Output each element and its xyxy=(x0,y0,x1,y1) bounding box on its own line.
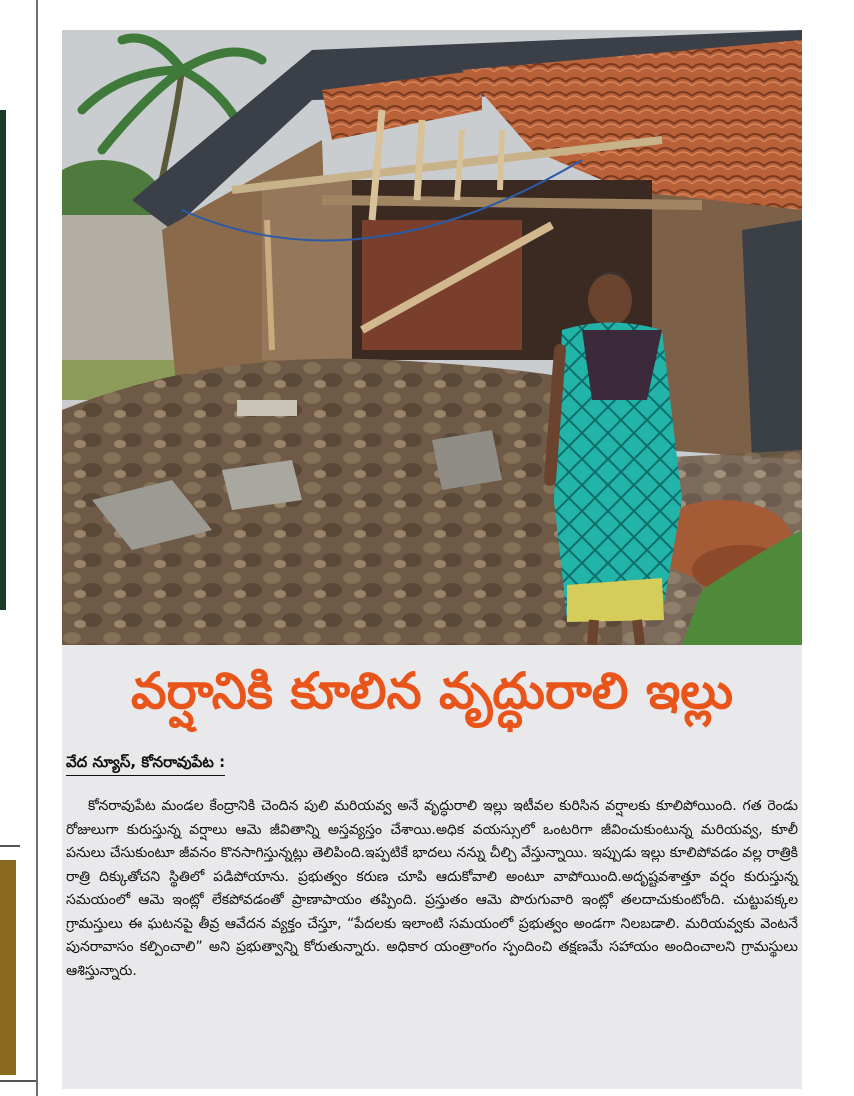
dateline: వేద న్యూస్, కోనరావుపేట : xyxy=(66,751,225,776)
column-divider xyxy=(36,0,38,1096)
page-margin-rail xyxy=(0,0,40,1096)
column-bottom-rule xyxy=(0,1080,38,1082)
adjacent-ad-edge xyxy=(0,860,16,1075)
adjacent-column-edge xyxy=(0,110,6,610)
news-photo xyxy=(62,30,802,645)
headline: వర్షానికి కూలిన వృద్ధురాలి ఇల్లు xyxy=(130,662,734,720)
column-tick xyxy=(0,845,20,847)
article-card xyxy=(62,645,802,1089)
article-body: కోనరావుపేట మండల కేంద్రానికి చెందిన పులి మరియవ్వ అనే వృద్ధురాలి ఇల్లు ఇటీవల కురిసిన వర్షాలకు కూలిపోయింది. గత రెండు రోజులుగా కురుస్తున్న వర్షాలు ఆమె జీవితాన్ని అస్తవ్యస్తం చేశాయి.అధిక వయస్సులో ఒంటరిగా జీవించుకుంటున్న మరియవ్వ, కూలీ పనులు చేసుకుంటూ జీవనం కొనసాగిస్తున్నట్లు తెలిపింది.ఇప్పటికే భాదలు నన్ను చీల్చి వేస్తున్నాయి. ఇప్పుడు ఇల్లు కూలిపోవడం వల్ల రాత్రికి రాత్రి దిక్కుతోచని స్థితిలో పడిపోయాను. ప్రభుత్వం కరుణ చూపి ఆదుకోవాలి అంటూ వాపోయింది.అదృష్టవశాత్తూ వర్షం కురుస్తున్న సమయంలో ఆమె ఇంట్లో లేకపోవడంతో ప్రాణాపాయం తప్పింది. ప్రస్తుతం ఆమె పొరుగువారి ఇంట్లో తలదాచుకుంటోంది. చుట్టుపక్కల గ్రామస్తులు ఈ ఘటనపై తీవ్ర ఆవేదన వ్యక్తం చేస్తూ, “పేదలకు ఇలాంటి సమయంలో ప్రభుత్వం అండగా నిలబడాలి. మరియవ్వకు వెంటనే పునరావాసం కల్పించాలి” అని ప్రభుత్వాన్ని కోరుతున్నారు. అధికార యంత్రాంగం స్పందించి తక్షణమే సహాయం అందించాలని గ్రామస్థులు ఆశిస్తున్నారు. xyxy=(66,798,798,979)
